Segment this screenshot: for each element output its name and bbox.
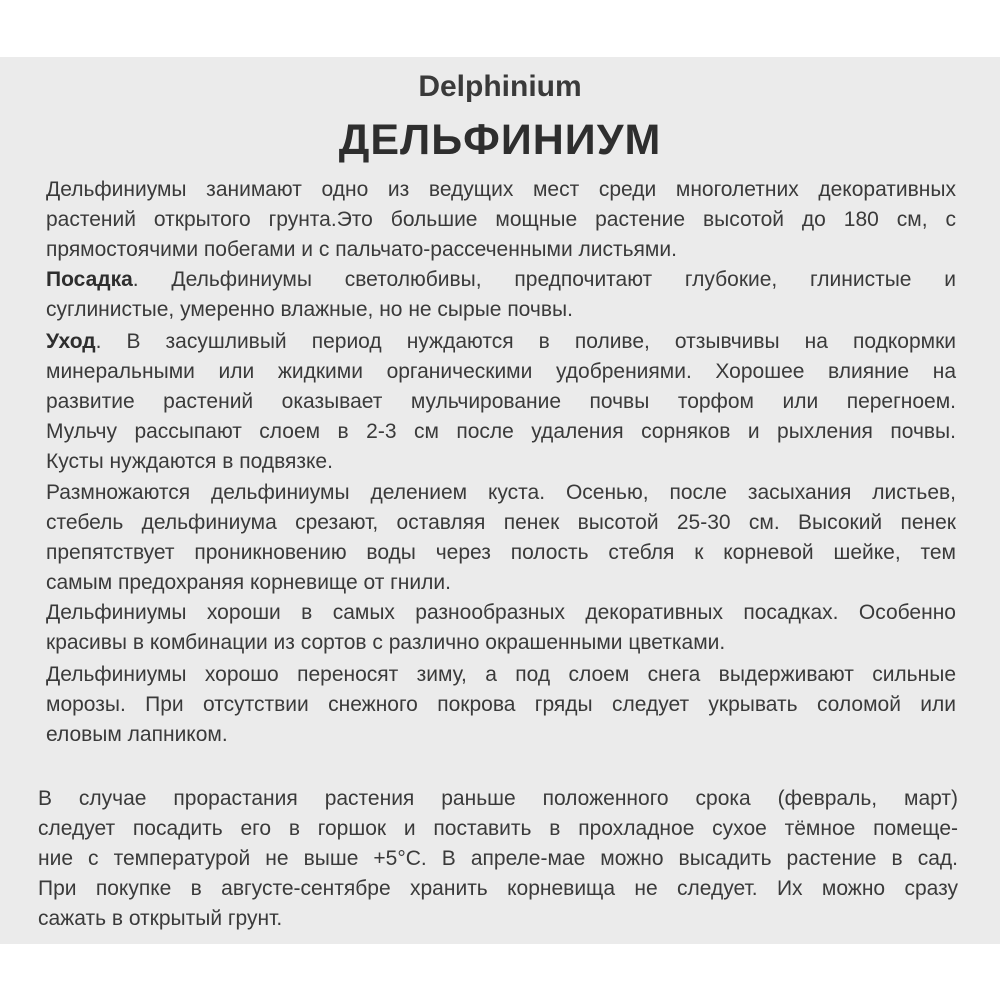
text-line: Мульчу рассыпают слоем в 2-3 см после удаления сорняков и рыхления почвы.: [46, 420, 956, 443]
text-line: прямостоячими побегами и с пальчато-рассеченными листьями.: [46, 238, 677, 261]
note-line: При покупке в августе-сентябре хранить корневища не следует. Их можно сразу: [38, 877, 958, 900]
text-line: препятствует проникновению воды через полость стебля к корневой шейке, тем: [46, 541, 956, 564]
note-line: В случае прорастания растения раньше положенного срока (февраль, март): [38, 787, 958, 810]
section-heading-planting: Посадка: [46, 268, 133, 291]
text-line: морозы. При отсутствии снежного покрова гряды следует укрывать соломой или: [46, 693, 956, 716]
latin-title: Delphinium: [418, 70, 582, 103]
section-heading-care: Уход: [46, 330, 96, 353]
text-line: Уход. В засушливый период нуждаются в поливе, отзывчивы на подкормки: [46, 330, 956, 353]
text-line: самым предохраняя корневище от гнили.: [46, 571, 451, 594]
text-line: суглинистые, умеренно влажные, но не сырые почвы.: [46, 298, 573, 321]
note-line: сажать в открытый грунт.: [38, 907, 283, 930]
text-line: Дельфиниумы хороши в самых разнообразных декоративных посадках. Особенно: [46, 601, 956, 624]
text-line: Дельфиниумы занимают одно из ведущих мест среди многолетних декоративных: [46, 178, 956, 201]
text-line: стебель дельфиниума срезают, оставляя пенек высотой 25-30 см. Высокий пенек: [46, 511, 956, 534]
text-line: Кусты нуждаются в подвязке.: [46, 450, 333, 473]
text-line: растений открытого грунта.Это большие мощные растение высотой до 180 см, с: [46, 208, 956, 231]
text-line: красивы в комбинации из сортов с различно окрашенными цветками.: [46, 631, 726, 654]
text-line: Размножаются дельфиниумы делением куста. Осенью, после засыхания листьев,: [46, 481, 956, 504]
seed-packet-back: [0, 57, 1000, 944]
text-line: Посадка. Дельфиниумы светолюбивы, предпочитают глубокие, глинистые и: [46, 268, 956, 291]
text-line: еловым лапником.: [46, 723, 228, 746]
text-line: минеральными или жидкими органическими удобрениями. Хорошее влияние на: [46, 360, 956, 383]
text-line: Дельфиниумы хорошо переносят зиму, а под слоем снега выдерживают сильные: [46, 663, 956, 686]
page-title: ДЕЛЬФИНИУМ: [338, 116, 662, 164]
text-line: развитие растений оказывает мульчирование почвы торфом или перегноем.: [46, 390, 956, 413]
note-line: следует посадить его в горшок и поставить в прохладное сухое тёмное помеще-: [38, 817, 958, 840]
note-line: ние с температурой не выше +5°С. В апреле-мае можно высадить растение в сад.: [38, 847, 958, 870]
